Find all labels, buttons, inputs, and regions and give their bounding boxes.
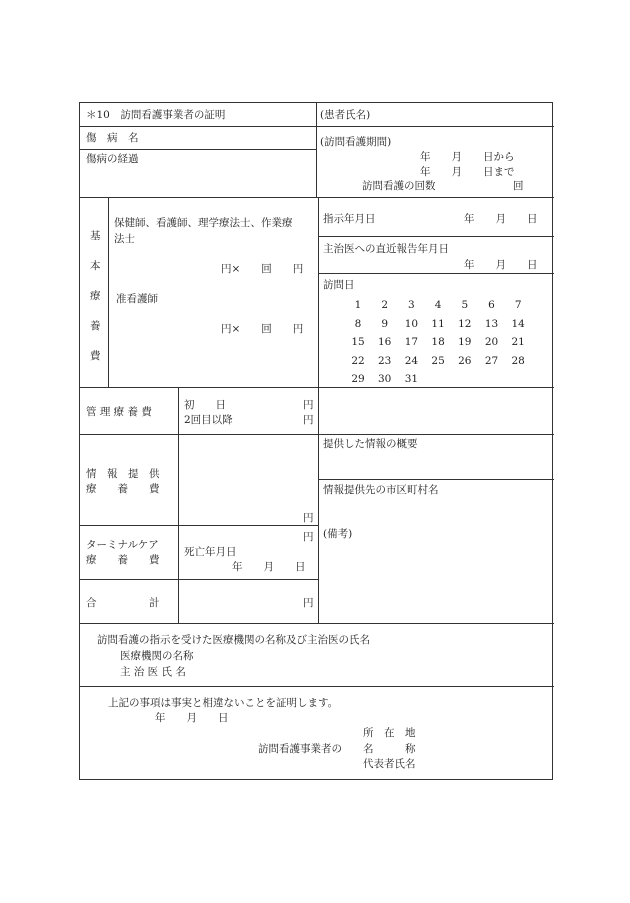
nurse-rate: 円× 回 円 xyxy=(221,263,304,275)
nurse-label: 保健師、看護師、理学療法士、作業療 xyxy=(114,217,293,229)
visit-day: 18 xyxy=(431,336,445,348)
visit-day: 31 xyxy=(404,373,419,385)
visit-count-label: 訪問看護の回数 xyxy=(362,180,436,192)
doctor-name-label: 主 治 医 氏 名 xyxy=(120,666,186,678)
visit-day: 25 xyxy=(431,354,445,367)
management-second-unit: 円 xyxy=(303,414,314,426)
basic-fee-char: 基 xyxy=(90,230,101,242)
basic-fee-char: 費 xyxy=(90,350,101,362)
visit-count-unit: 回 xyxy=(513,180,524,192)
visit-day: 1 xyxy=(354,299,362,311)
visit-day: 10 xyxy=(404,317,419,330)
visit-day: 9 xyxy=(381,317,389,330)
patient-name-label: (患者氏名) xyxy=(320,109,371,121)
visit-day: 27 xyxy=(484,354,499,367)
visit-day: 6 xyxy=(488,299,495,311)
injury-course-label: 傷病の経過 xyxy=(86,153,139,165)
visit-day: 15 xyxy=(351,336,365,348)
visit-day: 13 xyxy=(484,317,499,330)
info-summary-label: 提供した情報の概要 xyxy=(323,438,418,450)
visit-days-label: 訪問日 xyxy=(323,279,355,291)
info-fee-label: 情 報 提 供 xyxy=(86,468,160,480)
injury-name-label: 傷 病 名 xyxy=(86,132,139,144)
visit-day: 19 xyxy=(458,336,472,348)
instruction-date-label: 指示年月日 xyxy=(323,213,376,225)
info-municipality-label: 情報提供先の市区町村名 xyxy=(323,484,439,496)
basic-fee-char: 本 xyxy=(90,260,101,272)
visit-day: 20 xyxy=(484,336,499,348)
visit-day: 8 xyxy=(354,317,362,330)
visit-day: 22 xyxy=(351,354,365,367)
form-title: ＊10 訪問看護事業者の証明 xyxy=(86,109,226,121)
report-date-value: 年 月 日 xyxy=(464,259,538,271)
visit-day: 7 xyxy=(514,299,522,311)
assoc-nurse-rate: 円× 回 円 xyxy=(221,323,304,335)
visit-day: 14 xyxy=(511,317,525,330)
period-from: 年 月 日から xyxy=(420,151,515,163)
provider-address-label: 所 在 地 xyxy=(363,727,416,739)
visit-day: 4 xyxy=(434,299,442,311)
provider-name-label: 名 称 xyxy=(363,743,416,755)
total-unit: 円 xyxy=(303,597,314,609)
basic-fee-char: 養 xyxy=(90,320,101,332)
visit-day: 28 xyxy=(511,354,525,367)
terminal-care-unit: 円 xyxy=(303,531,314,543)
management-second-after: 2回目以降 xyxy=(184,414,233,426)
visit-day: 24 xyxy=(404,354,419,367)
basic-fee-char: 療 xyxy=(90,290,101,302)
visit-day: 11 xyxy=(431,317,445,330)
report-date-label: 主治医への直近報告年月日 xyxy=(323,243,449,255)
nurse-label-cont: 法士 xyxy=(114,233,135,245)
info-fee-unit: 円 xyxy=(303,512,314,524)
provider-label: 訪問看護事業者の xyxy=(258,743,342,755)
death-date-value: 年 月 日 xyxy=(232,561,306,573)
assoc-nurse-label: 准看護師 xyxy=(116,293,158,305)
info-fee-label-2: 療 養 費 xyxy=(86,483,160,495)
visit-period-label: (訪問看護期間) xyxy=(320,136,392,148)
visit-day: 23 xyxy=(378,354,392,367)
death-date-label: 死亡年月日 xyxy=(184,546,237,558)
visit-day: 26 xyxy=(458,354,472,367)
remarks-label: (備考) xyxy=(323,528,353,540)
total-label: 合 計 xyxy=(86,597,160,609)
visit-day: 17 xyxy=(404,336,419,348)
certification-date: 年 月 日 xyxy=(155,712,229,724)
certificate-form xyxy=(79,102,553,780)
certification-statement: 上記の事項は事実と相違ないことを証明します。 xyxy=(108,697,339,709)
visit-day: 5 xyxy=(461,299,469,311)
management-fee-label: 管 理 療 養 費 xyxy=(86,406,152,418)
visit-day: 30 xyxy=(378,373,392,385)
visit-day: 3 xyxy=(408,299,415,311)
representative-label: 代表者氏名 xyxy=(363,758,416,770)
management-first-day: 初 日 xyxy=(184,399,226,411)
visit-day: 21 xyxy=(511,336,525,348)
instruction-date-value: 年 月 日 xyxy=(464,213,538,225)
institution-name-label: 医療機関の名称 xyxy=(120,650,194,662)
terminal-care-label: ターミナルケア xyxy=(86,539,159,551)
visit-day: 29 xyxy=(351,373,365,385)
visit-day: 2 xyxy=(381,299,389,311)
terminal-care-label-2: 療 養 費 xyxy=(86,554,160,566)
visit-day: 12 xyxy=(458,317,472,330)
management-first-unit: 円 xyxy=(303,399,314,411)
period-to: 年 月 日まで xyxy=(420,166,515,178)
institution-heading: 訪問看護の指示を受けた医療機関の名称及び主治医の氏名 xyxy=(97,634,370,646)
visit-day: 16 xyxy=(378,336,392,348)
